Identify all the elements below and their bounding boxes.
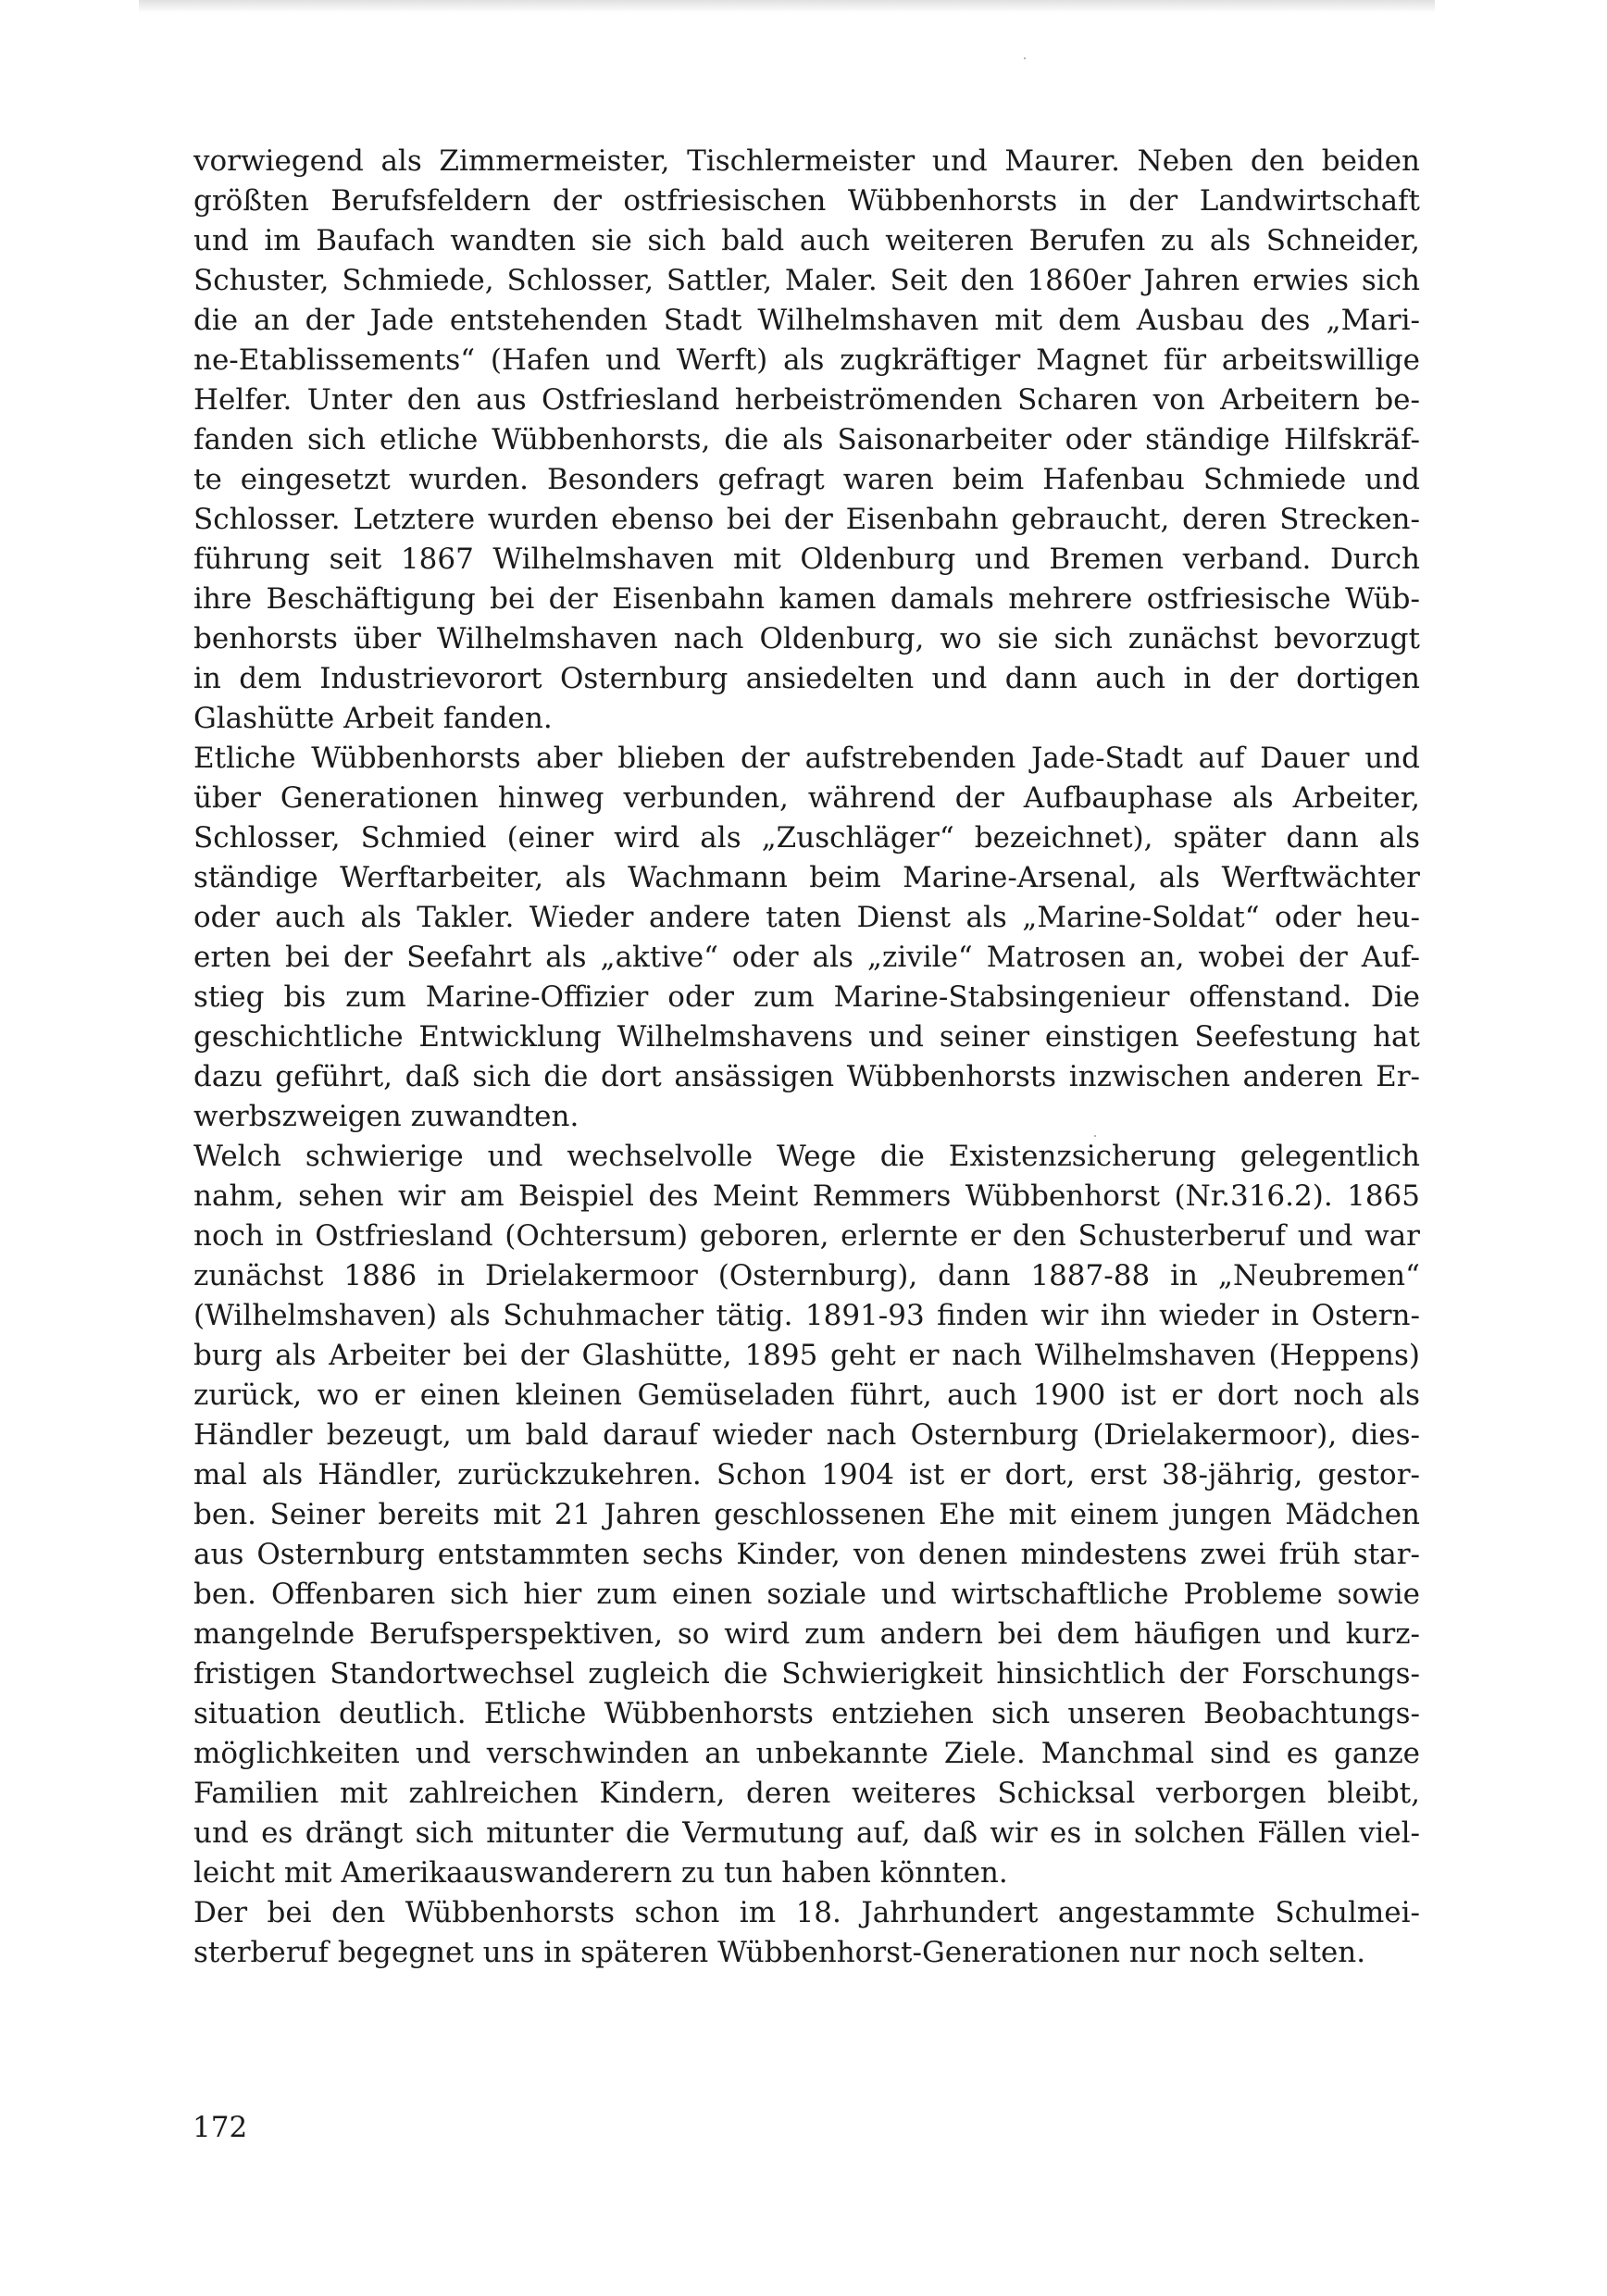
text-line: ben. Seiner bereits mit 21 Jahren geschlossenen Ehe mit einem jungen Mädchen bbox=[193, 1498, 1420, 1531]
paragraph bbox=[193, 1893, 1420, 1973]
text-line: leicht mit Amerikaauswanderern zu tun haben könnten. bbox=[193, 1856, 1008, 1890]
scan-speck bbox=[1024, 57, 1026, 59]
text-line: Glashütte Arbeit fanden. bbox=[193, 702, 553, 735]
text-line: ne-Etablissements“ (Hafen und Werft) als zugkräftiger Magnet für arbeitswillige bbox=[193, 343, 1420, 377]
text-line: und es drängt sich mitunter die Vermutung auf, daß wir es in solchen Fällen viel- bbox=[193, 1816, 1420, 1850]
text-line: geschichtliche Entwicklung Wilhelmshavens und seiner einstigen Seefestung hat bbox=[193, 1020, 1420, 1054]
text-line: mangelnde Berufsperspektiven, so wird zum andern bei dem häufigen und kurz- bbox=[193, 1617, 1420, 1651]
scan-edge-shadow bbox=[139, 0, 1435, 13]
text-line: benhorsts über Wilhelmshaven nach Oldenburg, wo sie sich zunächst bevorzugt bbox=[193, 622, 1420, 655]
text-line: erten bei der Seefahrt als „aktive“ oder als „zivile“ Matrosen an, wobei der Auf- bbox=[193, 941, 1420, 974]
text-line: Welch schwierige und wechselvolle Wege die Existenzsicherung gelegentlich bbox=[193, 1140, 1420, 1173]
text-line: burg als Arbeiter bei der Glashütte, 1895 geht er nach Wilhelmshaven (Heppens) bbox=[193, 1339, 1420, 1372]
text-line: situation deutlich. Etliche Wübbenhorsts entziehen sich unseren Beobachtungs- bbox=[193, 1697, 1420, 1730]
text-line: ihre Beschäftigung bei der Eisenbahn kamen damals mehrere ostfriesische Wüb- bbox=[193, 582, 1420, 616]
body-text bbox=[193, 142, 1420, 1973]
text-line: (Wilhelmshaven) als Schuhmacher tätig. 1891-93 finden wir ihn wieder in Ostern- bbox=[193, 1299, 1420, 1332]
text-line: größten Berufsfeldern der ostfriesischen Wübbenhorsts in der Landwirtschaft bbox=[193, 184, 1420, 218]
text-line: oder auch als Takler. Wieder andere taten Dienst als „Marine-Soldat“ oder heu- bbox=[193, 901, 1420, 934]
text-line: mal als Händler, zurückzukehren. Schon 1904 ist er dort, erst 38-jährig, gestor- bbox=[193, 1458, 1420, 1491]
text-line: Schlosser, Schmied (einer wird als „Zuschläger“ bezeichnet), später dann als bbox=[193, 821, 1420, 855]
text-line: Schuster, Schmiede, Schlosser, Sattler, Maler. Seit den 1860er Jahren erwies sich bbox=[193, 264, 1420, 297]
text-line: ben. Offenbaren sich hier zum einen soziale und wirtschaftliche Probleme sowie bbox=[193, 1578, 1420, 1611]
text-line: fristigen Standortwechsel zugleich die Schwierigkeit hinsichtlich der Forschungs- bbox=[193, 1657, 1420, 1691]
text-line: aus Osternburg entstammten sechs Kinder, von denen mindestens zwei früh star- bbox=[193, 1538, 1420, 1571]
paragraph bbox=[193, 1137, 1420, 1893]
text-line: noch in Ostfriesland (Ochtersum) geboren, erlernte er den Schusterberuf und war bbox=[193, 1219, 1420, 1253]
text-line: Händler bezeugt, um bald darauf wieder nach Osternburg (Drielakermoor), dies- bbox=[193, 1418, 1420, 1452]
text-line: dazu geführt, daß sich die dort ansässigen Wübbenhorsts inzwischen anderen Er- bbox=[193, 1060, 1420, 1093]
text-line: nahm, sehen wir am Beispiel des Meint Remmers Wübbenhorst (Nr.316.2). 1865 bbox=[193, 1179, 1420, 1213]
text-line: führung seit 1867 Wilhelmshaven mit Oldenburg und Bremen verband. Durch bbox=[193, 543, 1420, 576]
text-line: zunächst 1886 in Drielakermoor (Osternburg), dann 1887-88 in „Neubremen“ bbox=[193, 1259, 1420, 1292]
text-line: werbszweigen zuwandten. bbox=[193, 1100, 579, 1133]
text-line: sterberuf begegnet uns in späteren Wübbenhorst-Generationen nur noch selten. bbox=[193, 1936, 1366, 1969]
text-line: in dem Industrievorort Osternburg ansiedelten und dann auch in der dortigen bbox=[193, 662, 1420, 695]
text-line: über Generationen hinweg verbunden, während der Aufbauphase als Arbeiter, bbox=[193, 781, 1420, 815]
text-line: Der bei den Wübbenhorsts schon im 18. Jahrhundert angestammte Schulmei- bbox=[193, 1896, 1420, 1929]
text-line: vorwiegend als Zimmermeister, Tischlermeister und Maurer. Neben den beiden bbox=[193, 144, 1420, 178]
text-line: fanden sich etliche Wübbenhorsts, die als Saisonarbeiter oder ständige Hilfskräf- bbox=[193, 423, 1420, 456]
text-line: und im Baufach wandten sie sich bald auch weiteren Berufen zu als Schneider, bbox=[193, 224, 1420, 257]
paragraph bbox=[193, 739, 1420, 1137]
text-line: stieg bis zum Marine-Offizier oder zum Marine-Stabsingenieur offenstand. Die bbox=[193, 980, 1420, 1014]
text-line: te eingesetzt wurden. Besonders gefragt waren beim Hafenbau Schmiede und bbox=[193, 463, 1420, 496]
text-line: Schlosser. Letztere wurden ebenso bei der Eisenbahn gebraucht, deren Strecken- bbox=[193, 503, 1420, 536]
paragraph bbox=[193, 142, 1420, 739]
text-line: die an der Jade entstehenden Stadt Wilhelmshaven mit dem Ausbau des „Mari- bbox=[193, 304, 1420, 337]
text-line: Etliche Wübbenhorsts aber blieben der aufstrebenden Jade-Stadt auf Dauer und bbox=[193, 742, 1420, 775]
page-number: 172 bbox=[193, 2111, 248, 2144]
text-line: zurück, wo er einen kleinen Gemüseladen führt, auch 1900 ist er dort noch als bbox=[193, 1379, 1420, 1412]
text-line: möglichkeiten und verschwinden an unbekannte Ziele. Manchmal sind es ganze bbox=[193, 1737, 1420, 1770]
text-line: ständige Werftarbeiter, als Wachmann beim Marine-Arsenal, als Werftwächter bbox=[193, 861, 1420, 894]
text-line: Familien mit zahlreichen Kindern, deren weiteres Schicksal verborgen bleibt, bbox=[193, 1777, 1420, 1810]
text-line: Helfer. Unter den aus Ostfriesland herbeiströmenden Scharen von Arbeitern be- bbox=[193, 383, 1420, 417]
